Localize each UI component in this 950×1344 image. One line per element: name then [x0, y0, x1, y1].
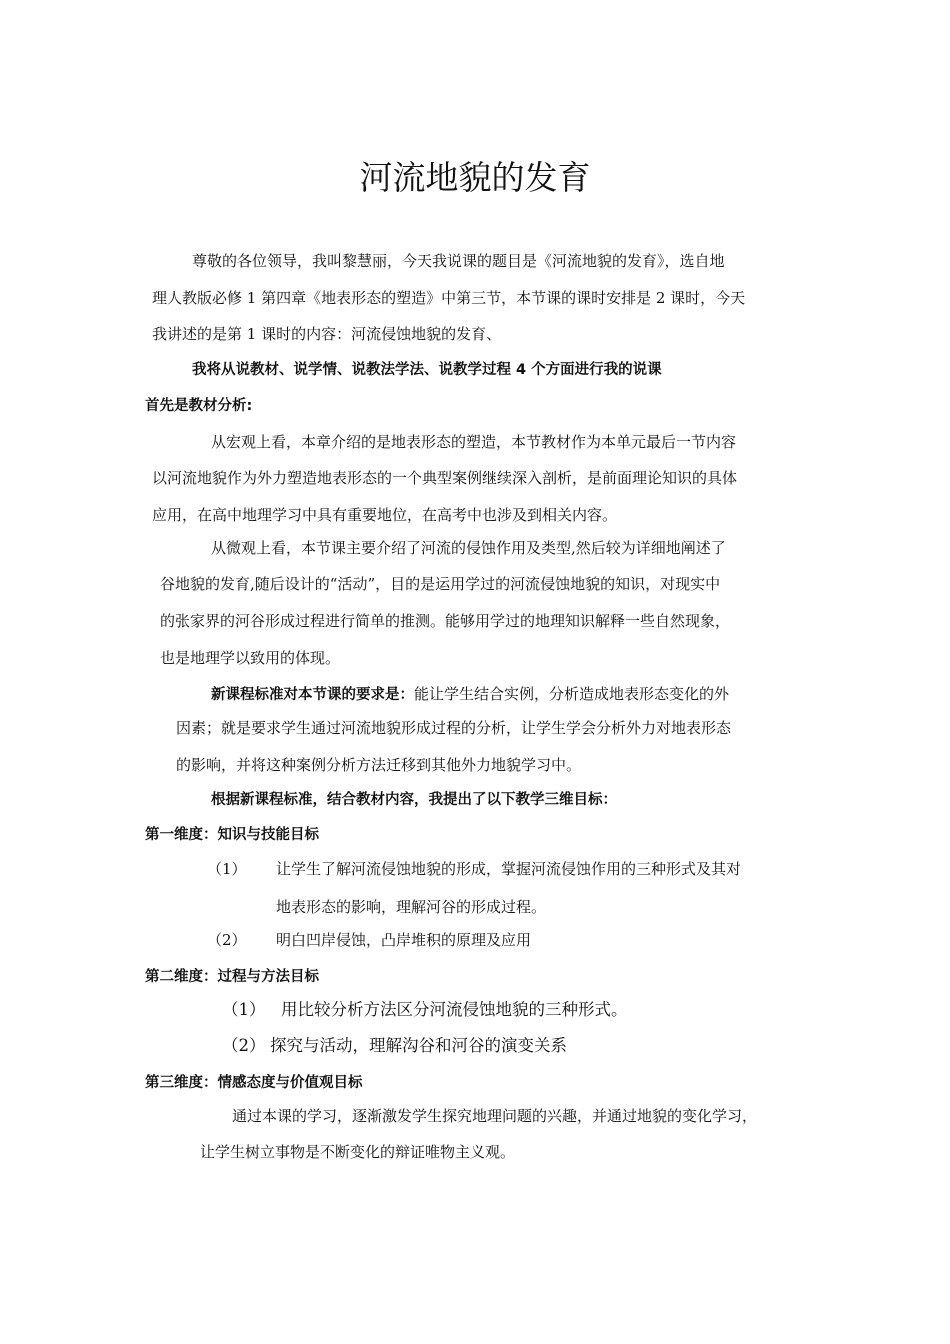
standard-label: 新课程标准对本节课的要求是：	[211, 687, 414, 703]
goals-intro: 根据新课程标准，结合教材内容，我提出了以下教学三维目标：	[211, 792, 617, 808]
intro-line-1: 尊敬的各位领导，我叫黎慧丽，今天我说课的题目是《河流地貌的发育》，选自地	[192, 252, 725, 270]
standard-line-3: 的影响，并将这种案例分析方法迁移到其他外力地貌学习中。	[176, 756, 582, 774]
plan-statement: 我将从说教材、说学情、说教法学法、说教学过程 4 个方面进行我的说课	[192, 362, 662, 378]
dim2-item-2-number: （2）	[222, 1036, 266, 1055]
standard-text: 能让学生结合实例，分析造成地表形态变化的外	[414, 685, 730, 703]
dim1-item-1-number: （1）	[207, 860, 247, 878]
intro-line-3: 我讲述的是第 1 课时的内容：河流侵蚀地貌的发育、	[152, 325, 502, 343]
dim1-heading: 第一维度：知识与技能目标	[145, 827, 319, 843]
dim3-line-2: 让学生树立事物是不断变化的辩证唯物主义观。	[200, 1143, 516, 1161]
document-title: 河流地貌的发育	[359, 158, 591, 197]
micro-line-3: 的张家界的河谷形成过程进行简单的推测。能够用学过的地理知识解释一些自然现象，	[160, 612, 731, 630]
dim2-item-1-text: 用比较分析方法区分河流侵蚀地貌的三种形式。	[281, 1000, 628, 1019]
macro-line-1: 从宏观上看，本章介绍的是地表形态的塑造，本节教材作为本单元最后一节内容	[211, 433, 737, 451]
analysis-heading: 首先是教材分析:	[145, 398, 253, 414]
standard-line-2: 因素；就是要求学生通过河流地貌形成过程的分析，让学生学会分析外力对地表形态	[176, 719, 732, 737]
dim2-item-2-text: 探究与活动，理解沟谷和河谷的演变关系	[270, 1036, 567, 1055]
intro-line-2: 理人教版必修 1 第四章《地表形态的塑造》中第三节，本节课的课时安排是 2 课时，今天	[152, 289, 746, 307]
dim1-item-1-text: 让学生了解河流侵蚀地貌的形成，掌握河流侵蚀作用的三种形式及其对	[276, 860, 742, 878]
micro-line-4: 也是地理学以致用的体现。	[160, 649, 341, 667]
dim2-item-1-number: （1）	[222, 1000, 266, 1019]
dim3-heading: 第三维度：情感态度与价值观目标	[145, 1075, 363, 1091]
micro-line-1: 从微观上看，本节课主要介绍了河流的侵蚀作用及类型,然后较为详细地阐述了	[211, 539, 726, 557]
dim1-item-1-text-cont: 地表形态的影响，理解河谷的形成过程。	[276, 898, 547, 916]
macro-line-2: 以河流地貌作为外力塑造地表形态的一个典型案例继续深入剖析，是前面理论知识的具体	[152, 469, 738, 487]
dim1-item-2-text: 明白凹岸侵蚀，凸岸堆积的原理及应用	[276, 931, 532, 949]
micro-line-2: 谷地貌的发育,随后设计的“活动”，目的是运用学过的河流侵蚀地貌的知识，对现实中	[160, 575, 721, 593]
dim2-heading: 第二维度：过程与方法目标	[145, 969, 319, 985]
standard-line-1	[211, 684, 729, 705]
dim3-line-1: 通过本课的学习，逐渐激发学生探究地理问题的兴趣，并通过地貌的变化学习，	[232, 1107, 758, 1125]
macro-line-3: 应用，在高中地理学习中具有重要地位，在高考中也涉及到相关内容。	[152, 506, 618, 524]
dim1-item-2-number: （2）	[207, 931, 247, 949]
